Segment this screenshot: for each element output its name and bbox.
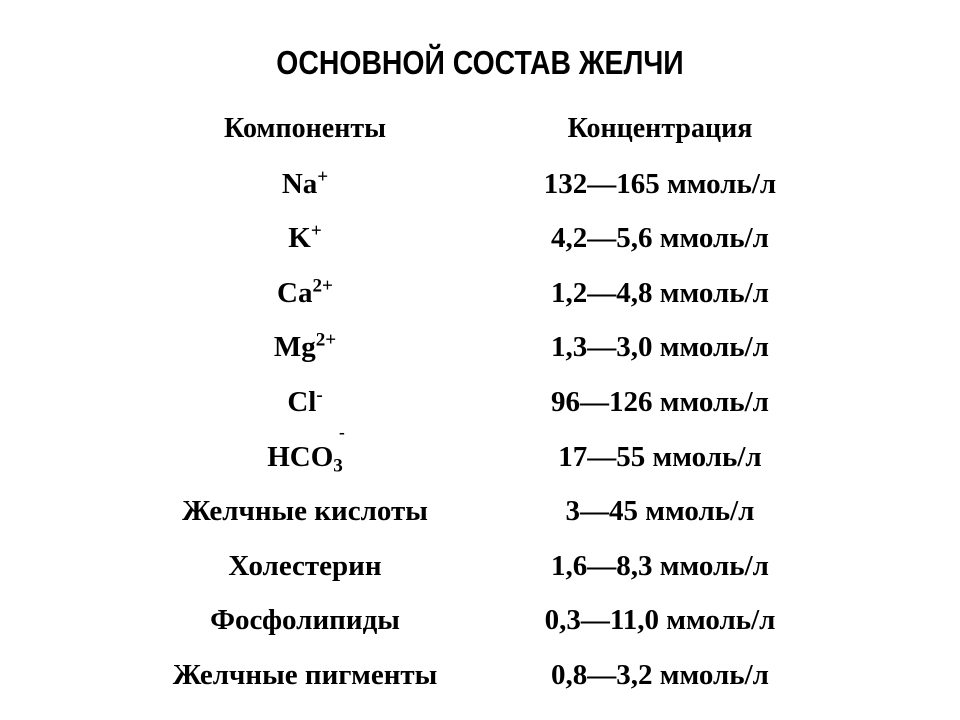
concentration-cell: 17—55 ммоль/л [558, 440, 762, 473]
concentration-cell: 4,2—5,6 ммоль/л [551, 222, 769, 255]
component-name: Mg [273, 331, 316, 364]
concentration-cell: 0,3—11,0 ммоль/л [544, 604, 776, 637]
ion-charge: 2+ [315, 329, 337, 351]
component-cell: Холестерин [228, 549, 382, 582]
component-name: Ca [277, 276, 313, 309]
table-row [0, 648, 960, 703]
concentration-cell: 132—165 ммоль/л [543, 167, 777, 200]
component-cell: Желчные пигменты [172, 658, 438, 691]
ion-charge: + [317, 166, 329, 188]
component-cell [110, 375, 500, 430]
component-cell [110, 211, 500, 266]
table-row [0, 484, 960, 539]
ion-charge: 2+ [312, 275, 333, 297]
composition-table [0, 102, 960, 703]
bicarbonate-formula [267, 421, 345, 485]
ion-subscript: 3 [333, 455, 343, 477]
table-header-row [0, 102, 960, 157]
ion-charge: + [310, 220, 322, 242]
component-name: HCO [267, 440, 334, 473]
concentration-cell: 3—45 ммоль/л [565, 495, 755, 528]
concentration-cell: 1,6—8,3 ммоль/л [551, 549, 769, 582]
component-cell [110, 421, 500, 485]
ion-charge: - [339, 421, 345, 442]
table-row [0, 375, 960, 430]
header-concentration: Концентрация [567, 113, 753, 144]
component-name: Na [281, 167, 318, 200]
page-title: ОСНОВНОЙ СОСТАВ ЖЕЛЧИ [276, 44, 684, 81]
component-name: Cl [287, 385, 317, 418]
component-cell [110, 266, 500, 321]
concentration-cell: 96—126 ммоль/л [551, 385, 769, 418]
table-row [0, 539, 960, 594]
component-cell: Желчные кислоты [182, 495, 428, 528]
table-row [0, 421, 960, 485]
concentration-cell: 1,2—4,8 ммоль/л [551, 276, 769, 309]
concentration-cell: 0,8—3,2 ммоль/л [551, 658, 769, 691]
component-cell [110, 157, 500, 212]
component-name: K [288, 222, 311, 255]
component-cell: Фосфолипиды [210, 604, 400, 637]
table-row [0, 157, 960, 212]
table-row [0, 211, 960, 266]
ion-charge: - [316, 384, 323, 406]
header-components: Компоненты [224, 113, 386, 144]
table-row [0, 266, 960, 321]
table-row [0, 320, 960, 375]
table-row [0, 593, 960, 648]
component-cell [110, 320, 500, 375]
concentration-cell: 1,3—3,0 ммоль/л [551, 331, 769, 364]
